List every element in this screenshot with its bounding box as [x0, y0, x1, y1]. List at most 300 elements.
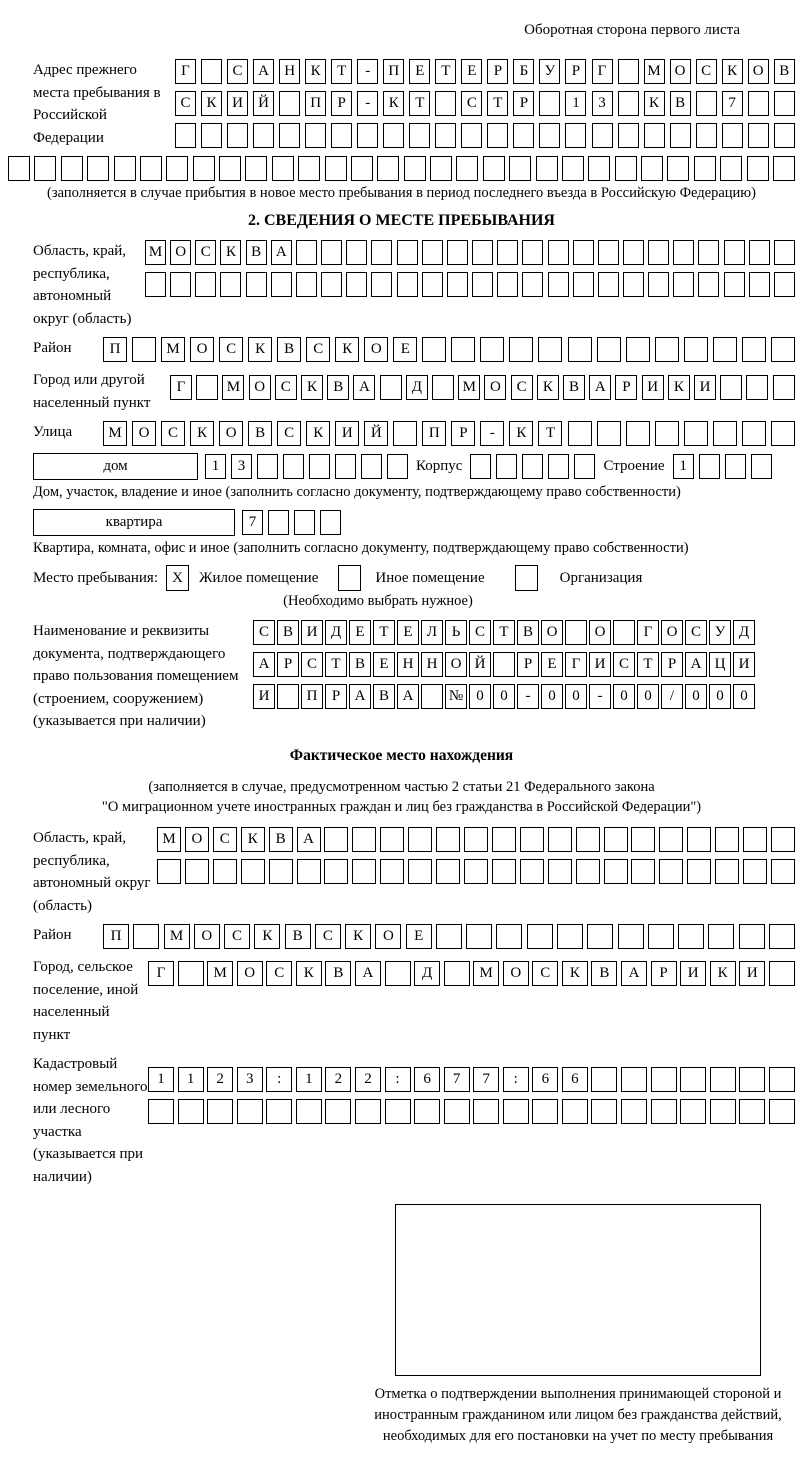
char-box [648, 924, 674, 949]
char-box [472, 240, 493, 265]
char-box [720, 375, 742, 400]
char-box [724, 272, 745, 297]
char-box: М [164, 924, 190, 949]
char-box: К [296, 961, 322, 986]
char-box: 0 [565, 684, 587, 709]
char-box [592, 123, 613, 148]
char-box: 7 [722, 91, 743, 116]
char-box: : [503, 1067, 529, 1092]
char-box: Д [733, 620, 755, 645]
char-box [324, 859, 348, 884]
char-box: 0 [709, 684, 731, 709]
char-box [296, 1099, 322, 1124]
char-box: О [364, 337, 388, 362]
char-box [496, 454, 517, 479]
char-box: 6 [532, 1067, 558, 1092]
char-box [771, 337, 795, 362]
char-box: 0 [685, 684, 707, 709]
char-box: 7 [444, 1067, 470, 1092]
char-box [557, 924, 583, 949]
street-row [103, 421, 795, 446]
char-box [748, 91, 769, 116]
char-box: К [241, 827, 265, 852]
char-box [598, 240, 619, 265]
char-box [747, 156, 769, 181]
char-box [456, 156, 478, 181]
char-box [573, 272, 594, 297]
char-box [377, 156, 399, 181]
char-box: О [185, 827, 209, 852]
char-box [352, 859, 376, 884]
char-box [422, 337, 446, 362]
char-box: О [375, 924, 401, 949]
actual-city-block [33, 956, 795, 1046]
char-box [743, 827, 767, 852]
char-box [769, 1099, 795, 1124]
char-box [178, 961, 204, 986]
char-box: Т [325, 652, 347, 677]
char-box: К [722, 59, 743, 84]
char-box [298, 156, 320, 181]
char-box [472, 272, 493, 297]
char-box: И [739, 961, 765, 986]
char-box: И [335, 421, 359, 446]
char-box: Ц [709, 652, 731, 677]
char-box: Г [565, 652, 587, 677]
char-box [539, 91, 560, 116]
char-box [710, 1099, 736, 1124]
char-box [655, 421, 679, 446]
char-box [277, 684, 299, 709]
char-box: М [473, 961, 499, 986]
char-box [361, 454, 382, 479]
char-box: Е [461, 59, 482, 84]
char-box [271, 272, 292, 297]
char-box: С [315, 924, 341, 949]
char-box [371, 240, 392, 265]
char-box [673, 272, 694, 297]
prev-address-note: (заполняется в случае прибытия в новое место пребывания в период последнего въезда в Российскую Федерацию) [47, 185, 756, 201]
district-row [103, 337, 795, 362]
char-box [623, 240, 644, 265]
char-box [597, 337, 621, 362]
char-box [587, 924, 613, 949]
char-box [444, 1099, 470, 1124]
char-box [527, 924, 553, 949]
char-box [751, 454, 772, 479]
char-box: 1 [205, 454, 226, 479]
char-box [325, 1099, 351, 1124]
char-box [573, 240, 594, 265]
char-box [447, 240, 468, 265]
char-box [269, 859, 293, 884]
char-box: 0 [469, 684, 491, 709]
char-box: Т [493, 620, 515, 645]
char-box [493, 652, 515, 677]
char-box [279, 123, 300, 148]
char-box: О [541, 620, 563, 645]
char-box [237, 1099, 263, 1124]
char-box: К [345, 924, 371, 949]
char-box [562, 156, 584, 181]
char-box [673, 240, 694, 265]
char-box [157, 859, 181, 884]
char-box: И [253, 684, 275, 709]
char-box: О [503, 961, 529, 986]
street-block [33, 421, 795, 446]
char-box [309, 454, 330, 479]
char-box: 0 [613, 684, 635, 709]
char-box [195, 272, 216, 297]
char-box: О [170, 240, 191, 265]
char-box: 2 [355, 1067, 381, 1092]
char-box [473, 1099, 499, 1124]
char-box [227, 123, 248, 148]
char-box: Р [277, 652, 299, 677]
char-box: И [680, 961, 706, 986]
char-box: 6 [562, 1067, 588, 1092]
char-box [613, 620, 635, 645]
char-box [710, 1067, 736, 1092]
region-block [33, 240, 795, 330]
char-box [749, 240, 770, 265]
char-box: К [248, 337, 272, 362]
char-box [659, 859, 683, 884]
char-box [659, 827, 683, 852]
char-box [435, 123, 456, 148]
char-box [774, 272, 795, 297]
char-box [568, 337, 592, 362]
house-note: Дом, участок, владение и иное (заполнить согласно документу, подтверждающему право собственности) [33, 484, 681, 500]
char-box [404, 156, 426, 181]
char-box [397, 240, 418, 265]
confirmation-stamp-box [395, 1204, 761, 1376]
apartment-note: Квартира, комната, офис и иное (заполнить согласно документу, подтверждающему право собственности) [33, 540, 689, 556]
char-box [591, 1067, 617, 1092]
char-box [483, 156, 505, 181]
char-box [769, 961, 795, 986]
form-back-page [0, 22, 800, 1467]
char-box [133, 924, 159, 949]
char-box [576, 827, 600, 852]
char-box [618, 924, 644, 949]
char-box [621, 1067, 647, 1092]
char-box [670, 123, 691, 148]
char-box: 0 [541, 684, 563, 709]
char-box [626, 337, 650, 362]
char-box [268, 510, 289, 535]
char-box [213, 859, 237, 884]
char-box: И [227, 91, 248, 116]
char-box [618, 91, 639, 116]
char-box: О [748, 59, 769, 84]
char-box: 1 [178, 1067, 204, 1092]
char-box: - [480, 421, 504, 446]
char-box: 0 [733, 684, 755, 709]
char-box [331, 123, 352, 148]
char-box: М [145, 240, 166, 265]
actual-location-note-2: "О миграционном учете иностранных граждан и лиц без гражданства в Российской Федерации") [101, 798, 702, 815]
char-box: В [285, 924, 311, 949]
char-box: 3 [592, 91, 613, 116]
char-box [464, 827, 488, 852]
char-box: П [422, 421, 446, 446]
char-box: А [349, 684, 371, 709]
stroenie-label: Строение [603, 458, 665, 474]
char-box: Е [409, 59, 430, 84]
char-box: Р [513, 91, 534, 116]
char-box: : [385, 1067, 411, 1092]
actual-district-label: Район [33, 927, 72, 944]
char-box [279, 91, 300, 116]
char-box [694, 156, 716, 181]
actual-region-block [33, 827, 795, 917]
char-box: В [327, 375, 349, 400]
char-box: А [685, 652, 707, 677]
char-box [357, 123, 378, 148]
char-box [492, 827, 516, 852]
char-box [266, 1099, 292, 1124]
char-box [346, 272, 367, 297]
char-box [166, 156, 188, 181]
char-box: С [532, 961, 558, 986]
char-box [385, 961, 411, 986]
actual-city-row [148, 961, 795, 986]
char-box [241, 859, 265, 884]
char-box: О [249, 375, 271, 400]
place-type-label: Место пребывания: [33, 569, 158, 586]
char-box [724, 240, 745, 265]
char-box: К [668, 375, 690, 400]
char-box [324, 827, 348, 852]
char-box [684, 337, 708, 362]
char-box [145, 272, 166, 297]
region-row-1 [145, 240, 795, 265]
char-box [432, 375, 454, 400]
char-box: 6 [414, 1067, 440, 1092]
char-box: И [589, 652, 611, 677]
document-block [33, 620, 795, 733]
char-box: Р [517, 652, 539, 677]
char-box [257, 454, 278, 479]
char-box: В [670, 91, 691, 116]
char-box [574, 454, 595, 479]
char-box [538, 337, 562, 362]
char-box [522, 272, 543, 297]
char-box [371, 272, 392, 297]
char-box: - [357, 91, 378, 116]
char-box: К [254, 924, 280, 949]
char-box: С [511, 375, 533, 400]
checkbox-residential: X [166, 565, 189, 591]
char-box: 1 [148, 1067, 174, 1092]
char-box: О [484, 375, 506, 400]
char-box: Й [364, 421, 388, 446]
char-box: Е [541, 652, 563, 677]
char-box [297, 859, 321, 884]
char-box [696, 91, 717, 116]
char-box [621, 1099, 647, 1124]
char-box [201, 123, 222, 148]
confirmation-stamp-note: Отметка о подтверждении выполнения принимающей стороной и иностранным гражданином или лицом без гражданства действий, необходимых для его постановки на учет по месту пребывания [374, 1386, 782, 1445]
char-box: Р [651, 961, 677, 986]
house-row [33, 453, 795, 480]
char-box: Г [170, 375, 192, 400]
char-box [591, 1099, 617, 1124]
char-box [497, 240, 518, 265]
place-type-note: (Необходимо выбрать нужное) [283, 593, 473, 609]
char-box [769, 1067, 795, 1092]
char-box [178, 1099, 204, 1124]
apartment-type-box: квартира [33, 509, 235, 536]
char-box: О [445, 652, 467, 677]
char-box [201, 59, 222, 84]
char-box [588, 156, 610, 181]
char-box: В [563, 375, 585, 400]
char-box: А [253, 652, 275, 677]
char-box [496, 924, 522, 949]
checkbox-organization [515, 565, 538, 591]
char-box: 0 [493, 684, 515, 709]
char-box: В [517, 620, 539, 645]
char-box: С [219, 337, 243, 362]
char-box: В [591, 961, 617, 986]
char-box [715, 827, 739, 852]
char-box [421, 684, 443, 709]
char-box [746, 375, 768, 400]
char-box [715, 859, 739, 884]
char-box: 1 [296, 1067, 322, 1092]
char-box: С [461, 91, 482, 116]
char-box [61, 156, 83, 181]
char-box [618, 123, 639, 148]
char-box [631, 859, 655, 884]
char-box: М [103, 421, 127, 446]
char-box [749, 272, 770, 297]
char-box: Р [331, 91, 352, 116]
char-box: К [335, 337, 359, 362]
char-box: Е [393, 337, 417, 362]
char-box: К [190, 421, 214, 446]
place-type-row [33, 565, 795, 591]
char-box [509, 156, 531, 181]
char-box [548, 240, 569, 265]
document-label: Наименование и реквизиты документа, подтверждающего право пользования помещением (строением, сооружением) (указывается при наличии) [33, 623, 239, 729]
char-box [408, 859, 432, 884]
char-box [245, 156, 267, 181]
char-box: С [175, 91, 196, 116]
char-box: Е [373, 652, 395, 677]
char-box: П [301, 684, 323, 709]
char-box: К [305, 59, 326, 84]
char-box [385, 1099, 411, 1124]
district-block [33, 337, 795, 362]
char-box [626, 421, 650, 446]
char-box [631, 827, 655, 852]
char-box: К [509, 421, 533, 446]
char-box [132, 337, 156, 362]
char-box: В [373, 684, 395, 709]
char-box: 3 [231, 454, 252, 479]
char-box: Д [325, 620, 347, 645]
char-box [739, 1099, 765, 1124]
char-box [509, 337, 533, 362]
option-other-premises-label: Иное помещение [375, 569, 485, 586]
char-box [436, 924, 462, 949]
char-box: С [469, 620, 491, 645]
char-box [513, 123, 534, 148]
char-box [480, 337, 504, 362]
char-box: - [357, 59, 378, 84]
char-box [380, 859, 404, 884]
char-box [651, 1067, 677, 1092]
char-box: С [306, 337, 330, 362]
actual-region-row-1 [157, 827, 795, 852]
char-box [470, 454, 491, 479]
char-box [87, 156, 109, 181]
actual-district-block [33, 924, 795, 949]
char-box: Р [487, 59, 508, 84]
char-box [272, 156, 294, 181]
char-box [680, 1067, 706, 1092]
option-residential-label: Жилое помещение [199, 569, 319, 586]
char-box [548, 827, 572, 852]
char-box [641, 156, 663, 181]
house-type-box: дом [33, 453, 198, 480]
char-box: Т [487, 91, 508, 116]
char-box: П [305, 91, 326, 116]
char-box [644, 123, 665, 148]
char-box: О [219, 421, 243, 446]
char-box: Г [592, 59, 613, 84]
char-box [352, 827, 376, 852]
char-box [739, 924, 765, 949]
char-box: С [613, 652, 635, 677]
char-box [193, 156, 215, 181]
char-box [742, 421, 766, 446]
char-box: В [269, 827, 293, 852]
char-box [773, 156, 795, 181]
char-box: / [661, 684, 683, 709]
char-box: К [383, 91, 404, 116]
char-box: В [349, 652, 371, 677]
char-box [520, 859, 544, 884]
char-box [383, 123, 404, 148]
char-box [296, 240, 317, 265]
char-box: В [248, 421, 272, 446]
char-box: 7 [473, 1067, 499, 1092]
char-box [667, 156, 689, 181]
char-box [742, 337, 766, 362]
char-box [321, 272, 342, 297]
char-box [562, 1099, 588, 1124]
cadastre-label: Кадастровый номер земельного или лесного участка (указывается при наличии) [33, 1056, 148, 1185]
char-box: Т [538, 421, 562, 446]
char-box: Р [325, 684, 347, 709]
char-box: С [161, 421, 185, 446]
char-box: К [562, 961, 588, 986]
char-box [522, 240, 543, 265]
char-box: С [685, 620, 707, 645]
char-box [655, 337, 679, 362]
char-box: С [213, 827, 237, 852]
char-box: А [353, 375, 375, 400]
char-box [435, 91, 456, 116]
char-box [114, 156, 136, 181]
char-box [283, 454, 304, 479]
char-box [196, 375, 218, 400]
char-box: А [355, 961, 381, 986]
